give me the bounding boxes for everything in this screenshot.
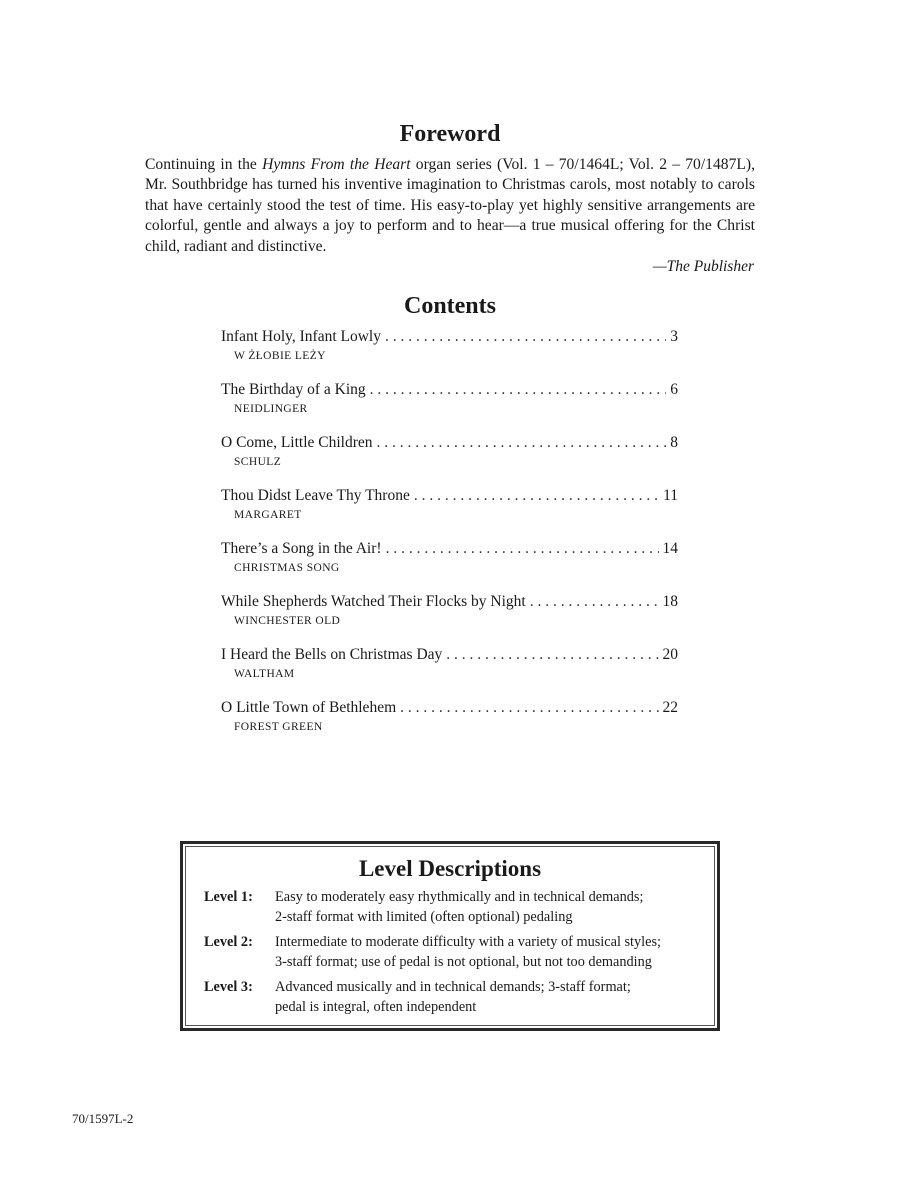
level-description-line: 2-staff format with limited (often optional) pedaling [275,908,573,925]
toc-entry-page: 18 [662,593,678,610]
toc-leader-dots [385,327,666,347]
level-description-line: Advanced musically and in technical demands; 3-staff format; [275,979,631,995]
toc-entry-tune-name: SCHULZ [234,456,282,468]
toc-leader-dots [446,645,658,665]
toc-entry-line [221,433,678,453]
level-description [275,933,704,972]
toc-entry[interactable] [221,645,678,698]
toc-entry-title: O Little Town of Bethlehem [221,699,397,716]
level-description-line: Intermediate to moderate difficulty with a variety of musical styles; [275,934,662,950]
toc-entry[interactable] [221,539,678,592]
table-of-contents [221,327,678,751]
toc-entry-tune-name: CHRISTMAS SONG [234,562,340,574]
toc-entry-title: O Come, Little Children [221,434,373,451]
foreword-signature: —The Publisher [652,258,754,275]
toc-entry-page: 3 [670,328,678,345]
level-description [275,978,704,1017]
toc-entry-line [221,380,678,400]
toc-entry-page: 14 [662,540,678,557]
toc-entry-line [221,645,678,665]
level-label: Level 1: [204,889,253,905]
toc-entry-line [221,327,678,347]
level-descriptions-heading: Level Descriptions [358,856,542,881]
contents-heading: Contents [403,293,496,319]
toc-entry-tune-name: FOREST GREEN [234,721,323,733]
toc-entry-title: Thou Didst Leave Thy Throne [221,487,410,504]
catalog-number: 70/1597L-2 [72,1111,134,1126]
toc-entry-line [221,592,678,612]
toc-entry-tune-name: WINCHESTER OLD [234,615,341,627]
foreword-body-text: organ series (Vol. 1 – 70/1464L; Vol. 2 – 70/1487L), Mr. Southbridge has turned his inventive imagination to Christmas carols, most notably to carols that have certainly stood the test of time. His easy-to-play yet highly sensitive arrangements are colorful, gentle and always a joy to perform and to hear—a true musical offering for the Christ child, radiant and distinctive. [145,156,755,255]
level-description-line: pedal is integral, often independent [275,998,477,1015]
foreword-intro-text: Continuing in the [145,156,263,173]
toc-entry-page: 20 [662,646,678,663]
level-label: Level 2: [204,934,253,950]
toc-entry-title: While Shepherds Watched Their Flocks by Night [221,593,526,610]
toc-leader-dots [370,380,667,400]
toc-entry-line [221,539,678,559]
level-description [275,888,704,927]
toc-entry-tune-name: NEIDLINGER [234,403,308,415]
toc-entry-line [221,486,678,506]
toc-entry[interactable] [221,698,678,751]
toc-entry-page: 11 [663,487,678,504]
level-description-row [204,888,704,927]
toc-entry[interactable] [221,327,678,380]
level-description-line: 3-staff format; use of pedal is not optional, but not too demanding [275,953,652,970]
level-description-line: Easy to moderately easy rhythmically and in technical demands; [275,889,644,905]
toc-entry-line [221,698,678,718]
toc-leader-dots [530,592,659,612]
toc-leader-dots [414,486,659,506]
toc-leader-dots [400,698,658,718]
toc-entry-title: I Heard the Bells on Christmas Day [221,646,443,663]
toc-entry[interactable] [221,433,678,486]
toc-entry-page: 8 [670,434,678,451]
foreword-heading: Foreword [399,121,501,147]
toc-entry[interactable] [221,592,678,645]
level-description-row [204,933,704,972]
toc-entry[interactable] [221,486,678,539]
toc-entry-tune-name: MARGARET [234,509,302,521]
series-title: Hymns From the Heart [262,156,411,173]
level-label: Level 3: [204,979,253,995]
level-descriptions-box [180,841,720,1031]
toc-entry-title: Infant Holy, Infant Lowly [221,328,381,345]
toc-entry-title: The Birthday of a King [221,381,366,398]
toc-entry-page: 6 [670,381,678,398]
toc-leader-dots [386,539,659,559]
toc-entry-tune-name: W ŻŁOBIE LEŻY [234,350,326,362]
toc-entry[interactable] [221,380,678,433]
toc-leader-dots [377,433,667,453]
toc-entry-page: 22 [662,699,678,716]
foreword-paragraph [145,155,755,257]
level-description-row [204,978,704,1017]
toc-entry-tune-name: WALTHAM [234,668,295,680]
toc-entry-title: There’s a Song in the Air! [221,540,382,557]
